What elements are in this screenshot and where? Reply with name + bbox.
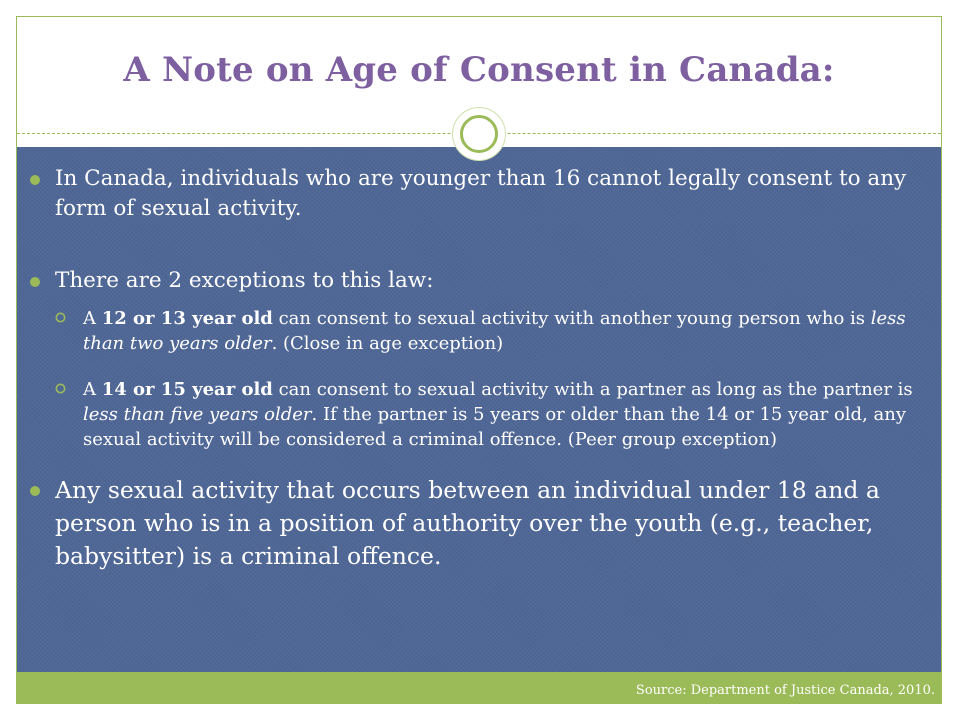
bullet-dot-icon	[30, 277, 40, 287]
exception-age-limit: less than two years older	[83, 308, 906, 354]
bullet-text: In Canada, individuals who are younger than 16 cannot legally consent to any form of sexual activity.	[55, 166, 907, 221]
footer-band	[17, 672, 941, 703]
bullet-item	[28, 474, 938, 573]
slide-title: A Note on Age of Consent in Canada:	[123, 49, 835, 90]
exception-item	[28, 377, 938, 452]
circle-bullet-icon	[55, 383, 66, 394]
exception-text-e: . If the partner is 5 years or older than the 14 or 15 year old, any sexual activity will be considered a criminal offence. (Peer group exception)	[83, 404, 906, 450]
circle-ornament-icon	[453, 108, 505, 160]
exception-age-group: 14 or 15 year old	[101, 379, 273, 400]
exception-item	[28, 306, 938, 356]
bullet-text: There are 2 exceptions to this law:	[55, 268, 434, 293]
bullet-dot-icon	[30, 486, 40, 496]
bullet-item	[28, 266, 938, 296]
bullet-dot-icon	[30, 175, 40, 185]
slide-content	[28, 164, 938, 573]
source-citation: Source: Department of Justice Canada, 2010.	[635, 683, 935, 698]
exception-text-c: can consent to sexual activity with another young person who is	[272, 308, 871, 329]
exception-age-limit: less than five years older	[83, 404, 312, 425]
circle-bullet-icon	[55, 312, 66, 323]
exception-age-group: 12 or 13 year old	[101, 308, 273, 329]
exception-text-a: A	[83, 379, 102, 400]
bullet-text: Any sexual activity that occurs between an individual under 18 and a person who is in a position of authority over the youth (e.g., teacher, babysitter) is a criminal offence.	[55, 476, 880, 570]
bullet-item	[28, 164, 938, 224]
exception-text-e: . (Close in age exception)	[271, 333, 504, 354]
exception-text-a: A	[83, 308, 102, 329]
exception-text-c: can consent to sexual activity with a partner as long as the partner is	[272, 379, 913, 400]
